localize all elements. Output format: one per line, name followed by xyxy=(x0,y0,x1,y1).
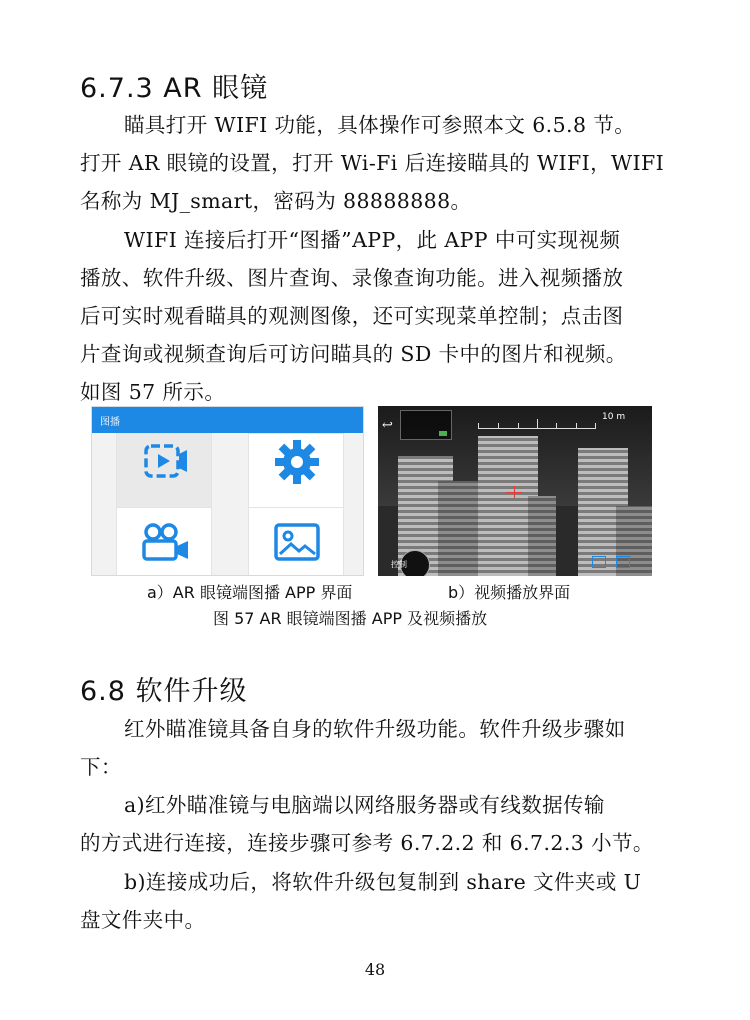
status-panel xyxy=(400,410,452,440)
app-title-bar xyxy=(92,407,363,433)
paragraph-line: b)连接成功后，将软件升级包复制到 share 文件夹或 U xyxy=(124,870,642,894)
figure-app-screenshot xyxy=(91,406,364,576)
paragraph-line: 红外瞄准镜具备自身的软件升级功能。软件升级步骤如 xyxy=(124,717,626,741)
paragraph-line: 片查询或视频查询后可访问瞄具的 SD 卡中的图片和视频。 xyxy=(80,342,627,366)
distance-readout: 10 m xyxy=(602,412,626,422)
paragraph-line: 播放、软件升级、图片查询、录像查询功能。进入视频播放 xyxy=(80,266,624,290)
paragraph-line: 名称为 MJ_smart，密码为 88888888。 xyxy=(80,189,472,213)
video-query-tile[interactable] xyxy=(116,507,212,576)
paragraph-line: 盘文件夹中。 xyxy=(80,908,206,932)
paragraph-line: a)红外瞄准镜与电脑端以网络服务器或有线数据传输 xyxy=(124,793,605,817)
caption-a: a）AR 眼镜端图播 APP 界面 xyxy=(147,583,353,602)
app-title: 图播 xyxy=(100,417,120,428)
video-camera-icon xyxy=(141,522,191,564)
paragraph-line: 打开 AR 眼镜的设置，打开 Wi-Fi 后连接瞄具的 WIFI，WIFI xyxy=(80,151,665,175)
paragraph-line: WIFI 连接后打开“图播”APP，此 APP 中可实现视频 xyxy=(124,228,621,252)
camera-icon[interactable] xyxy=(592,556,606,568)
paragraph-line: 的方式进行连接，连接步骤可参考 6.7.2.2 和 6.7.2.3 小节。 xyxy=(80,831,654,855)
figure-caption: 图 57 AR 眼镜端图播 APP 及视频播放 xyxy=(213,609,488,628)
paragraph-line: 后可实时观看瞄具的观测图像，还可实现菜单控制；点击图 xyxy=(80,304,624,328)
record-icon[interactable] xyxy=(616,556,630,568)
page-number: 48 xyxy=(364,960,386,979)
caption-b: b）视频播放界面 xyxy=(448,583,571,602)
figure-video-playback-screenshot xyxy=(378,406,652,576)
image-icon xyxy=(273,522,321,562)
paragraph-line: 如图 57 所示。 xyxy=(80,380,226,404)
back-icon[interactable]: ↩ xyxy=(382,418,393,433)
video-play-icon xyxy=(143,442,189,482)
section-heading-ar-glasses: 6.7.3 AR 眼镜 xyxy=(80,73,269,104)
image-query-tile[interactable] xyxy=(248,507,344,576)
paragraph-line: 下： xyxy=(80,755,122,779)
section-heading-software-upgrade: 6.8 软件升级 xyxy=(80,676,248,707)
control-dial[interactable] xyxy=(391,550,430,576)
control-label: 控制 xyxy=(391,560,407,569)
crosshair-vertical xyxy=(514,486,515,498)
distance-scale xyxy=(478,412,596,429)
gear-icon xyxy=(273,438,321,486)
paragraph-line: 瞄具打开 WIFI 功能，具体操作可参照本文 6.5.8 节。 xyxy=(124,113,636,137)
